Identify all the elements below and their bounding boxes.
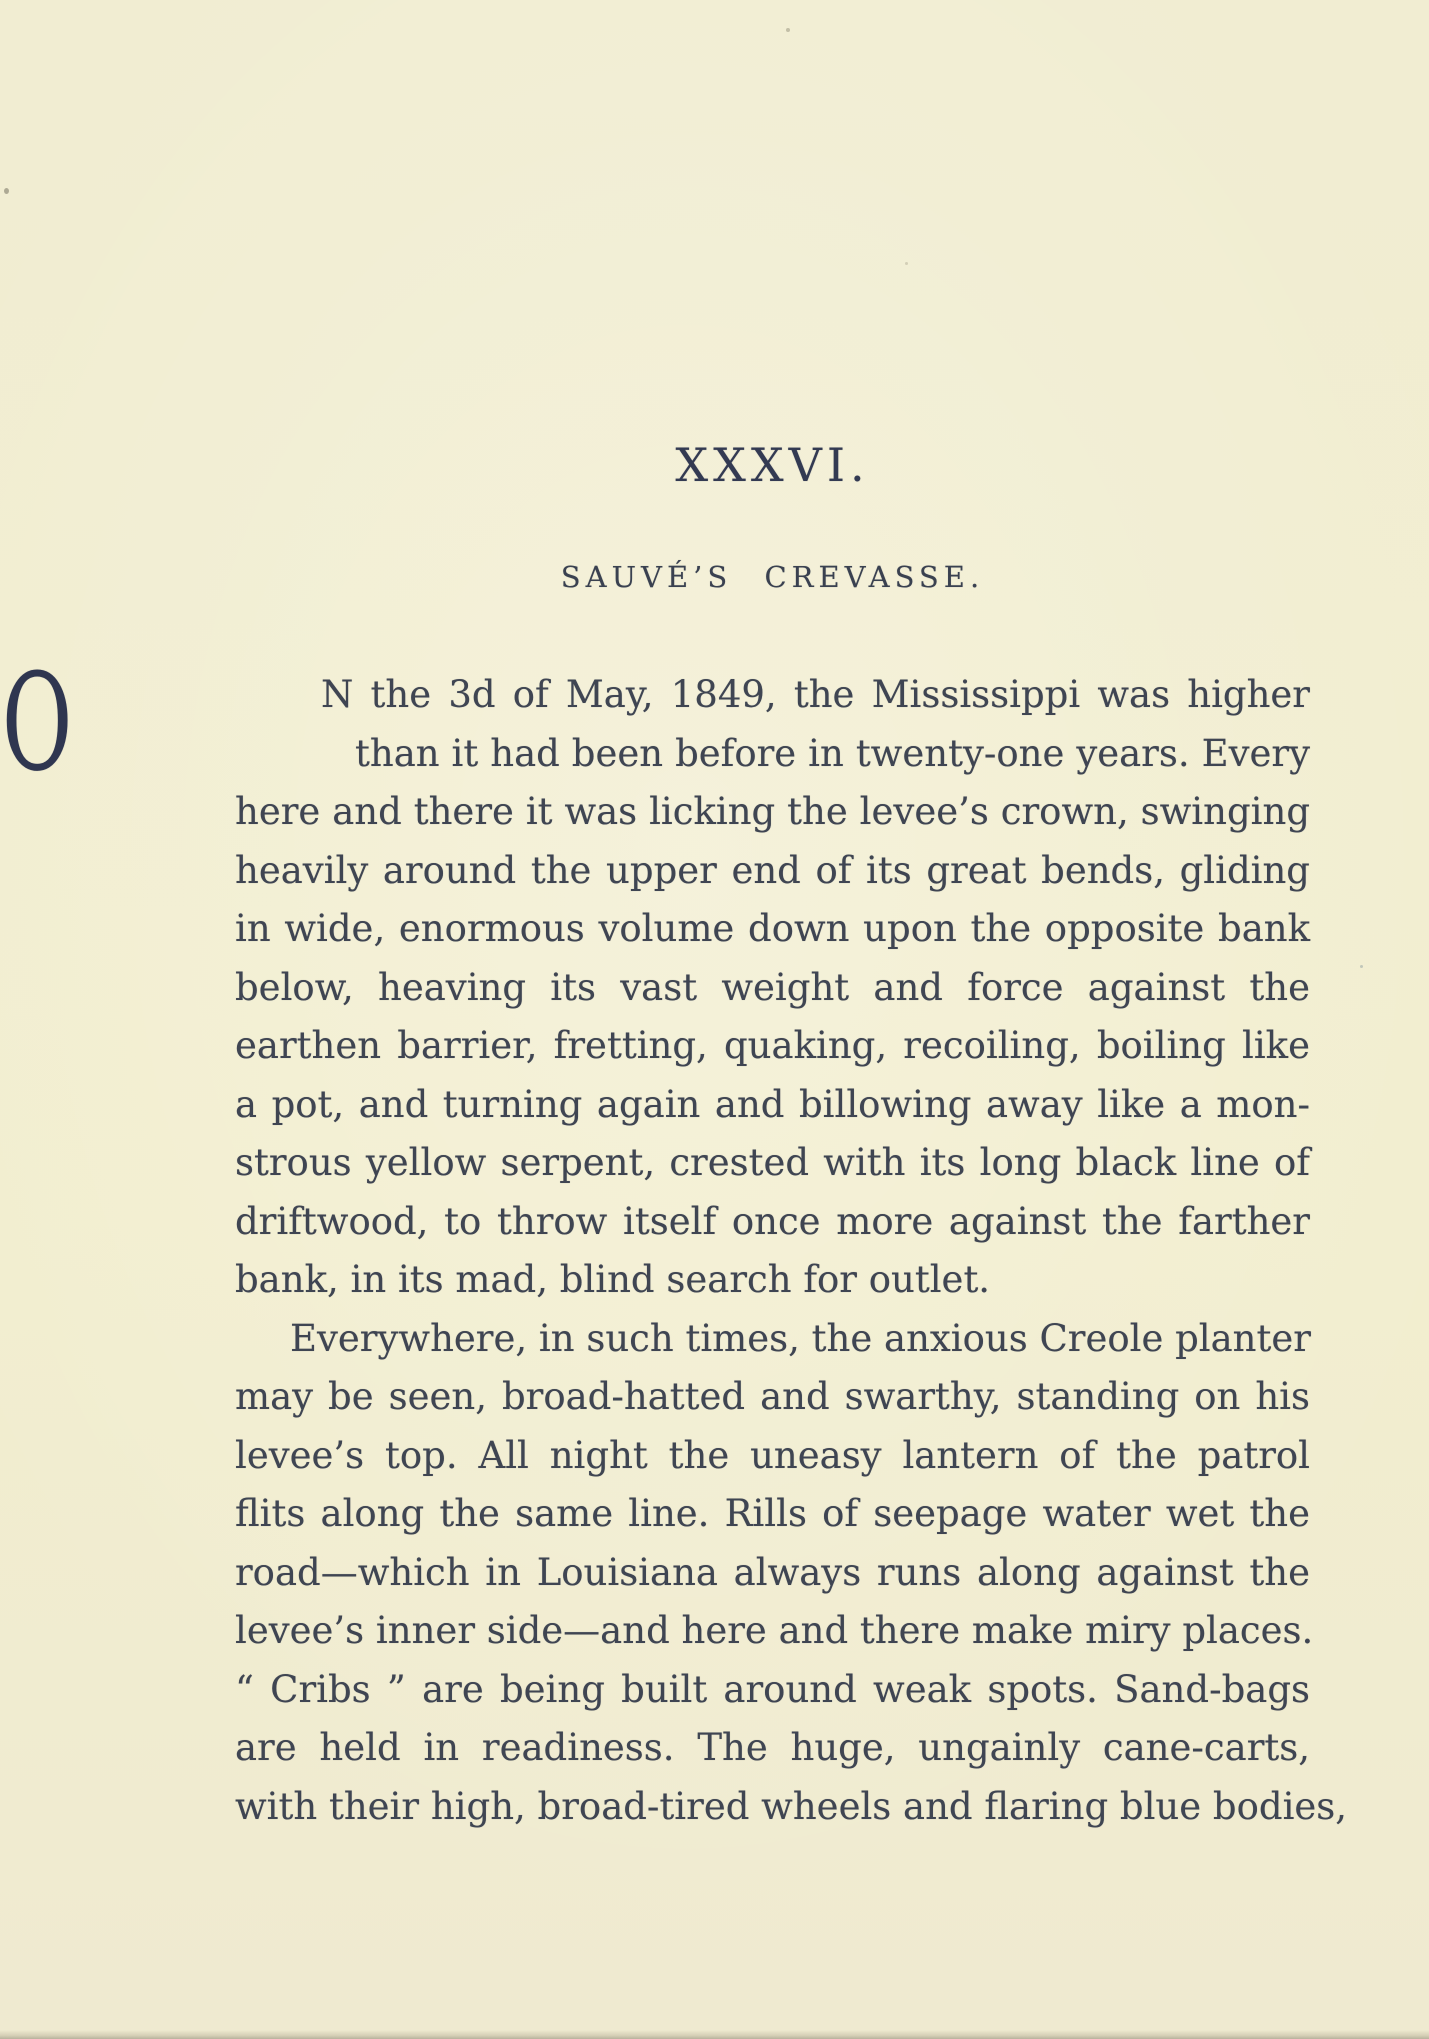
text-line: heavily around the upper end of its great bends, gliding — [235, 848, 1310, 892]
text-line: flits along the same line. Rills of seepage water wet the — [235, 1492, 1310, 1535]
text-line: are held in readiness. The huge, ungainly cane-carts, — [235, 1726, 1310, 1769]
text-line: “ Cribs ” are being built around weak spots. Sand-bags — [235, 1667, 1310, 1711]
text-line: N the 3d of May, 1849, the Mississippi was higher — [321, 673, 1310, 716]
text-line: driftwood, to throw itself once more against the farther — [235, 1199, 1310, 1243]
body-text — [235, 666, 1348, 1836]
scan-speck — [1360, 965, 1363, 968]
text-line: levee’s top. All night the uneasy lantern of the patrol — [235, 1433, 1310, 1477]
text-line: levee’s inner side—and here and there make miry places. — [235, 1609, 1314, 1652]
paragraph-1 — [235, 666, 1310, 1310]
scan-speck — [4, 188, 9, 194]
chapter-heading: XXXVI. — [675, 438, 870, 492]
scan-speck — [905, 262, 908, 265]
text-line: in wide, enormous volume down upon the opposite bank — [235, 907, 1310, 950]
text-line: here and there it was licking the levee’s crown, swinging — [235, 790, 1310, 833]
page-bottom-scan-edge — [0, 2030, 1429, 2039]
text-line: road—which in Louisiana always runs along against the — [235, 1550, 1310, 1594]
drop-cap-letter: O — [2, 645, 73, 801]
text-line: may be seen, broad-hatted and swarthy, standing on his — [235, 1375, 1310, 1418]
paragraph-2 — [235, 1310, 1348, 1837]
section-title: SAUVÉ’S CREVASSE. — [560, 560, 985, 594]
text-line: than it had been before in twenty-one years. Every — [355, 731, 1310, 775]
text-line: strous yellow serpent, crested with its long black line of — [235, 1141, 1310, 1184]
text-line: bank, in its mad, blind search for outlet. — [235, 1258, 991, 1301]
text-line: earthen barrier, fretting, quaking, recoiling, boiling like — [235, 1024, 1310, 1067]
text-line: below, heaving its vast weight and force against the — [235, 965, 1310, 1009]
text-line: a pot, and turning again and billowing away like a mon- — [235, 1082, 1310, 1126]
scan-speck — [786, 28, 790, 32]
text-line: with their high, broad-tired wheels and flaring blue bodies, — [235, 1784, 1348, 1828]
text-line: Everywhere, in such times, the anxious Creole planter — [290, 1316, 1311, 1360]
